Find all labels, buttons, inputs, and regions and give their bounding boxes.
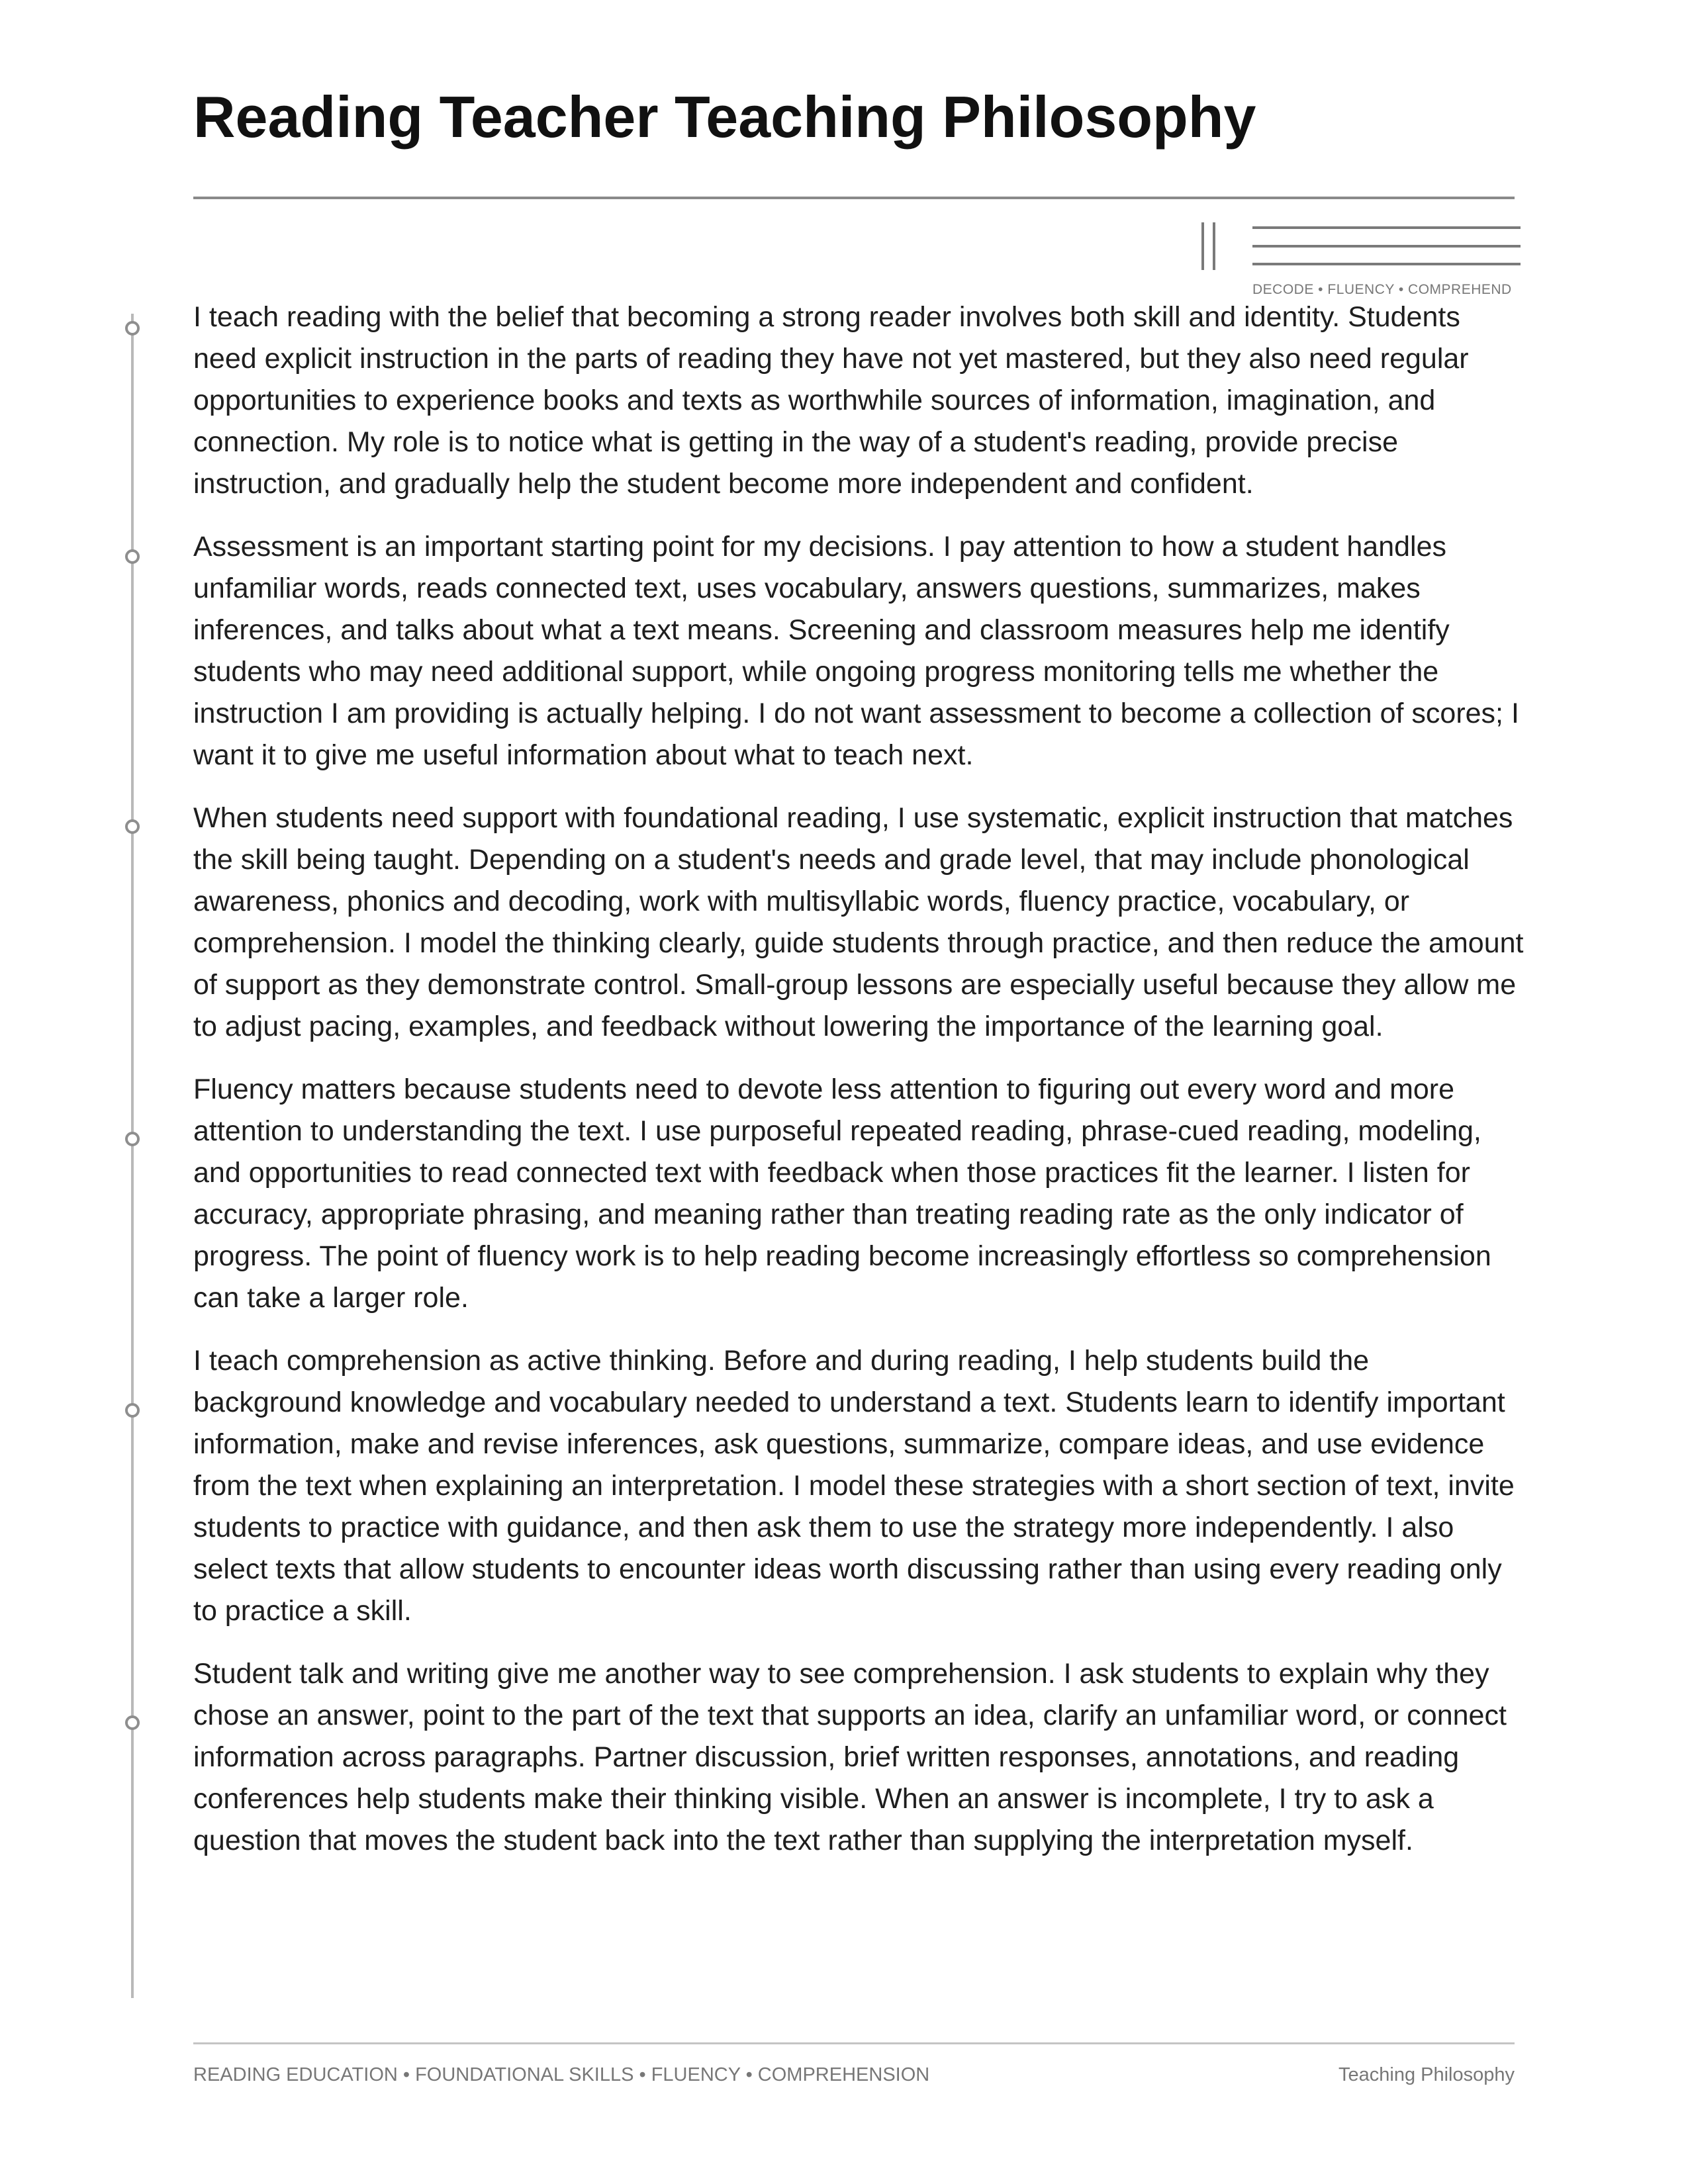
paragraph: Fluency matters because students need to devote less attention to figuring out every word and more attention to understanding the text. I use purposeful repeated reading, phrase-cued reading, modeling, and opportunities to read connected text with feedback when those practices fit the learner. I listen for accuracy, appropriate phrasing, and meaning rather than treating reading rate as the only indicator of progress. The point of fluency work is to help reading become increasingly effortless so comprehension can take a larger role. [193,1073,1491,1314]
timeline-node-icon [125,819,140,834]
footer-divider [193,2042,1515,2044]
timeline-node-icon [125,1132,140,1146]
timeline-rail [131,314,134,1998]
timeline-node-icon [125,321,140,336]
footer-subjects: READING EDUCATION • FOUNDATIONAL SKILLS • FLUENCY • COMPREHENSION [193,2064,930,2085]
timeline-node-icon [125,1715,140,1730]
footer-label: Teaching Philosophy [1338,2064,1515,2085]
paragraph: Student talk and writing give me another way to see comprehension. I ask students to explain why they chose an answer, point to the part of the text that supports an idea, clarify an unfamiliar word, or connect information across paragraphs. Partner discussion, brief written responses, annotations, and reading conferences help students make their thinking visible. When an answer is incomplete, I try to ask a question that moves the student back into the text rather than supplying the interpretation myself. [193,1658,1507,1856]
body-text [193,296,1524,1883]
mark-caption: DECODE • FLUENCY • COMPREHEND [1252,282,1512,297]
timeline-node-icon [125,1403,140,1418]
title-divider [193,197,1515,199]
paragraph: I teach comprehension as active thinking. Before and during reading, I help students build the background knowledge and vocabulary needed to understand a text. Students learn to identify important information, make and revise inferences, ask questions, summarize, compare ideas, and use evidence from the text when explaining an interpretation. I model these strategies with a short section of text, invite students to practice with guidance, and then ask them to use the strategy more independently. I also select texts that allow students to encounter ideas worth discussing rather than using every reading only to practice a skill. [193,1345,1515,1627]
paragraph: I teach reading with the belief that becoming a strong reader involves both skill and identity. Students need explicit instruction in the parts of reading they have not yet mastered, but they also need regular opportunities to experience books and texts as worthwhile sources of information, imagination, and connection. My role is to notice what is getting in the way of a student's reading, provide precise instruction, and gradually help the student become more independent and confident. [193,301,1469,500]
timeline-node-icon [125,549,140,564]
paragraph: When students need support with foundational reading, I use systematic, explicit instruction that matches the skill being taught. Depending on a student's needs and grade level, that may include phonological awareness, phonics and decoding, work with multisyllabic words, fluency practice, vocabulary, or comprehension. I model the thinking clearly, guide students through practice, and then reduce the amount of support as they demonstrate control. Small-group lessons are especially useful because they allow me to adjust pacing, examples, and feedback without lowering the importance of the learning goal. [193,802,1524,1042]
paragraph: Assessment is an important starting point for my decisions. I pay attention to how a student handles unfamiliar words, reads connected text, uses vocabulary, answers questions, summarizes, makes inferences, and talks about what a text means. Screening and classroom measures help me identify students who may need additional support, while ongoing progress monitoring tells me whether the instruction I am providing is actually helping. I do not want assessment to become a collection of scores; I want it to give me useful information about what to teach next. [193,531,1519,771]
page-title: Reading Teacher Teaching Philosophy [193,84,1256,150]
